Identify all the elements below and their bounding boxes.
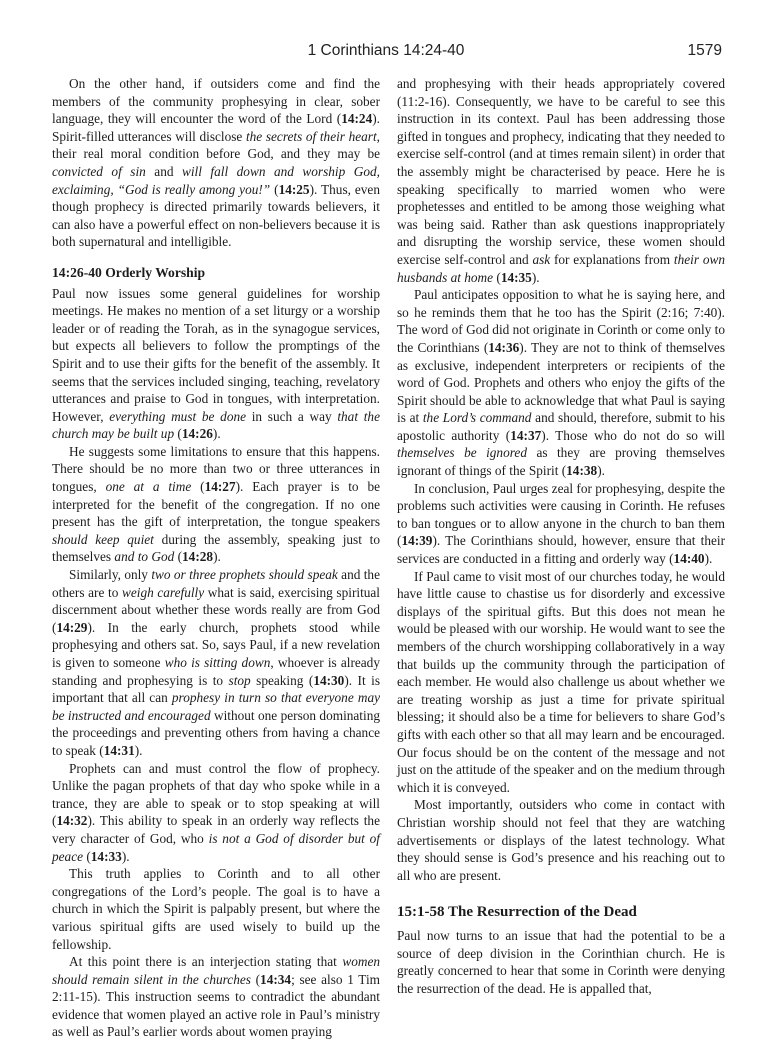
- quoted-phrase: and to God: [114, 549, 175, 565]
- paragraph: [52, 953, 380, 1041]
- paragraph: [52, 285, 380, 443]
- text-run: ).: [213, 549, 221, 565]
- text-run: as they are proving themselves ignorant of things of the Spirit (: [397, 445, 725, 479]
- verse-reference: 14:35: [500, 269, 532, 285]
- page-number: 1579: [687, 42, 722, 59]
- verse-reference: 14:30: [313, 672, 345, 688]
- text-run: ). In the early church, prophets stood while prophesying and others sat. So, says Paul, if a new revelation is given to someone: [52, 619, 380, 670]
- quoted-phrase: weigh carefully: [121, 584, 205, 600]
- quoted-phrase: is not a God of disorder but of peace: [52, 830, 380, 864]
- verse-reference: 14:39: [401, 533, 433, 549]
- quoted-phrase: who is sitting down: [164, 655, 271, 670]
- text-run: ).: [121, 848, 130, 864]
- text-run: for explanations from: [550, 251, 674, 267]
- text-run: ). The Corinthians should, however, ensure that their services are conducted in a fitting and orderly way (: [397, 533, 725, 567]
- quoted-phrase: two or three prophets should speak: [151, 567, 338, 583]
- text-run: (: [83, 848, 91, 864]
- text-run: in such a way: [246, 408, 338, 424]
- paragraph: [397, 286, 725, 480]
- text-run: without one person dominating the proceedings and preventing others from having a chance to speak (: [52, 707, 380, 758]
- verse-reference: 14:25: [278, 181, 310, 197]
- text-run: Paul now turns to an issue that had the potential to be a source of deep division in the Corinthian church. He is greatly concerned to hear that some in Corinth were denying the resurrection of the dead. He is appalled that,: [397, 927, 725, 996]
- quoted-phrase: ask: [532, 251, 551, 267]
- section-heading: 15:1-58 The Resurrection of the Dead: [397, 904, 637, 921]
- quoted-phrase: their own husbands at home: [397, 251, 725, 285]
- text-run: (: [493, 269, 501, 285]
- verse-reference: 14:34: [260, 971, 292, 987]
- text-run: ). Those who do not do so will: [541, 427, 725, 443]
- verse-reference: 14:29: [56, 619, 88, 635]
- subsection-heading: 14:26-40 Orderly Worship: [52, 264, 206, 280]
- quoted-phrase: women should remain silent in the churches: [52, 954, 380, 987]
- paragraph: [52, 760, 380, 866]
- text-run: and: [145, 163, 182, 179]
- text-run: ).: [531, 269, 540, 285]
- paragraph: [52, 443, 380, 566]
- verse-reference: 14:28: [182, 549, 214, 565]
- paragraph: [397, 796, 725, 884]
- text-run: and the others are to: [52, 567, 380, 600]
- left-column: [52, 75, 380, 1041]
- text-run: ). Spirit-filled utterances will disclose: [52, 111, 380, 144]
- paragraph: [397, 75, 725, 286]
- text-run: This truth applies to Corinth and to all other congregations of the Lord’s people. The goal is to have a church in which the Spirit is palpably present, but where the various spiritual gifts are used wisely to build up the fellowship.: [52, 866, 380, 952]
- verse-reference: 14:31: [103, 742, 135, 758]
- paragraph: [52, 865, 380, 953]
- verse-reference: 14:37: [510, 427, 542, 443]
- page-header: [50, 38, 722, 62]
- text-run: (: [174, 426, 182, 442]
- text-run: ).: [134, 742, 143, 758]
- quoted-phrase: convicted of sin: [52, 163, 146, 179]
- verse-reference: 14:32: [56, 813, 88, 829]
- text-run: ).: [704, 551, 713, 567]
- text-run: ). Each prayer is to be interpreted for the benefit of the congregation. If no one present has the gift of interpretation, the tongue speakers: [52, 479, 381, 530]
- quoted-phrase: everything must be done: [109, 408, 247, 424]
- text-run: ; see also 1 Tim 2:11-15). This instruction seems to contradict the abundant evidence that women played an active role in Paul’s ministry as well as Paul’s earlier words about women praying: [52, 971, 380, 1040]
- quoted-phrase: the secrets of their heart: [245, 128, 377, 144]
- text-run: (: [250, 971, 261, 987]
- quoted-phrase: themselves be ignored: [397, 445, 527, 461]
- paragraph: [52, 566, 380, 760]
- text-run: ). It is important that all can: [52, 672, 381, 706]
- text-run: during the assembly, speaking just to themselves: [52, 531, 380, 565]
- text-run: If Paul came to visit most of our churches today, he would have little cause to chastise us for disorderly and excessive displays of the spiritual gifts. But this does not mean he would be pleased with our worship. He would want to see the members of the church worshipping collaboratively in a way that builds up the community through the participation of each member. He would also challenge us about whether we are treating worship as just a time for private spiritual blessing; it should also be a time for believers to share God’s gifts with each other so that all may learn and be encouraged. Our focus should be on the content of the message and not just on the attitude of the speaker and on the medium through which it is conveyed.: [397, 568, 725, 795]
- text-run: speaking (: [250, 672, 314, 688]
- text-run: Paul anticipates opposition to what he is saying here, and so he reminds them that he too has the Spirit (2:16; 7:40). The word of God did not originate in Corinth or come only to the Corinthians (: [397, 287, 725, 355]
- paragraph: [52, 75, 380, 251]
- paragraph: [397, 568, 725, 797]
- quoted-phrase: that the church may be built up: [52, 408, 380, 442]
- paragraph: [397, 927, 725, 997]
- verse-reference: 14:26: [181, 426, 213, 442]
- text-run: (: [270, 181, 279, 197]
- text-run: , whoever is already standing and prophesying is to: [52, 655, 380, 688]
- paragraph: [397, 480, 725, 568]
- text-run: At this point there is an interjection stating that: [69, 954, 343, 970]
- text-run: and prophesying with their heads appropriately covered (11:2-16). Consequently, we have to be careful to see this instruction in its context. Paul has been addressing those gifted in tongues and prophecy, indicating that they needed to exercise self-control (and at times remain silent) in order that the assembly might be characterised by peace. Here he is speaking specifically to married women who were prophetesses and entitled to be among those weighing what was being said. Rather than ask questions inappropriately and disrupting the worship service, these women should exercise self-control and: [397, 76, 725, 267]
- right-column: [397, 75, 725, 997]
- text-run: , their real moral condition before God, and they may be: [52, 128, 380, 162]
- text-run: Most importantly, outsiders who come in contact with Christian worship should not feel that they are watching advertisements or displays of the latest technology. What they should sense is God’s presence and his reaching out to all who are present.: [397, 797, 725, 883]
- text-run: He suggests some limitations to ensure that this happens. There should be no more than two or three utterances in tongues,: [52, 443, 380, 495]
- text-run: Prophets can and must control the flow of prophecy. Unlike the pagan prophets of that day who spoke while in a trance, they are able to speak or to stop speaking at will (: [52, 760, 380, 829]
- text-run: what is said, exercising spiritual discernment about whether these words really are from God (: [52, 584, 381, 635]
- text-run: In conclusion, Paul urges zeal for prophesying, despite the problems such activities were causing in Corinth. He refuses to ban tongues or to allow anyone in the church to ban them (: [397, 480, 725, 549]
- verse-reference: 14:27: [204, 479, 236, 495]
- text-run: ). Thus, even though prophecy is directed primarily towards believers, it can also have a powerful effect on non-believers because it is both supernatural and intelligible.: [52, 181, 380, 250]
- quoted-phrase: should keep quiet: [52, 531, 154, 547]
- verse-reference: 14:36: [488, 339, 520, 355]
- verse-reference: 14:40: [673, 551, 705, 567]
- text-run: (: [191, 479, 205, 495]
- verse-reference: 14:33: [90, 848, 122, 864]
- text-run: ). They are not to think of themselves as exclusive, independent interpreters or recipients of the word of God. Prophets and others who enjoy the gifts of the Spirit should be able to acknowledge that what Paul is saying is at: [397, 339, 725, 426]
- quoted-phrase: prophesy in turn so that everyone may be instructed and encouraged: [52, 690, 380, 723]
- verse-reference: 14:24: [341, 111, 373, 127]
- quoted-phrase: the Lord’s command: [422, 410, 532, 426]
- text-run: On the other hand, if outsiders come and find the members of the community prophesying in clear, sober language, they will encounter the word of the Lord (: [52, 76, 380, 127]
- text-run: Similarly, only: [69, 567, 152, 583]
- quoted-phrase: will fall down and worship God, exclaiming, “God is really among you!”: [52, 163, 380, 197]
- text-run: Paul now issues some general guidelines for worship meetings. He makes no mention of a set liturgy or a worship leader or of reading the Torah, as in the synagogue services, but expects all believers to follow the promptings of the Spirit and to use their gifts for the benefit of the assembly. It seems that the services included singing, teaching, revelatory utterances and praise to God in tongues, with interpretation. However,: [52, 285, 380, 424]
- text-run: ).: [212, 426, 221, 442]
- quoted-phrase: stop: [228, 672, 251, 688]
- running-head: 1 Corinthians 14:24-40: [307, 42, 465, 59]
- text-run: ).: [597, 463, 605, 479]
- text-run: ). This ability to speak in an orderly way reflects the very character of God, who: [52, 813, 380, 846]
- text-run: (: [174, 549, 183, 565]
- text-run: and should, therefore, submit to his apostolic authority (: [397, 410, 725, 443]
- quoted-phrase: one at a time: [105, 479, 192, 495]
- verse-reference: 14:38: [566, 463, 598, 479]
